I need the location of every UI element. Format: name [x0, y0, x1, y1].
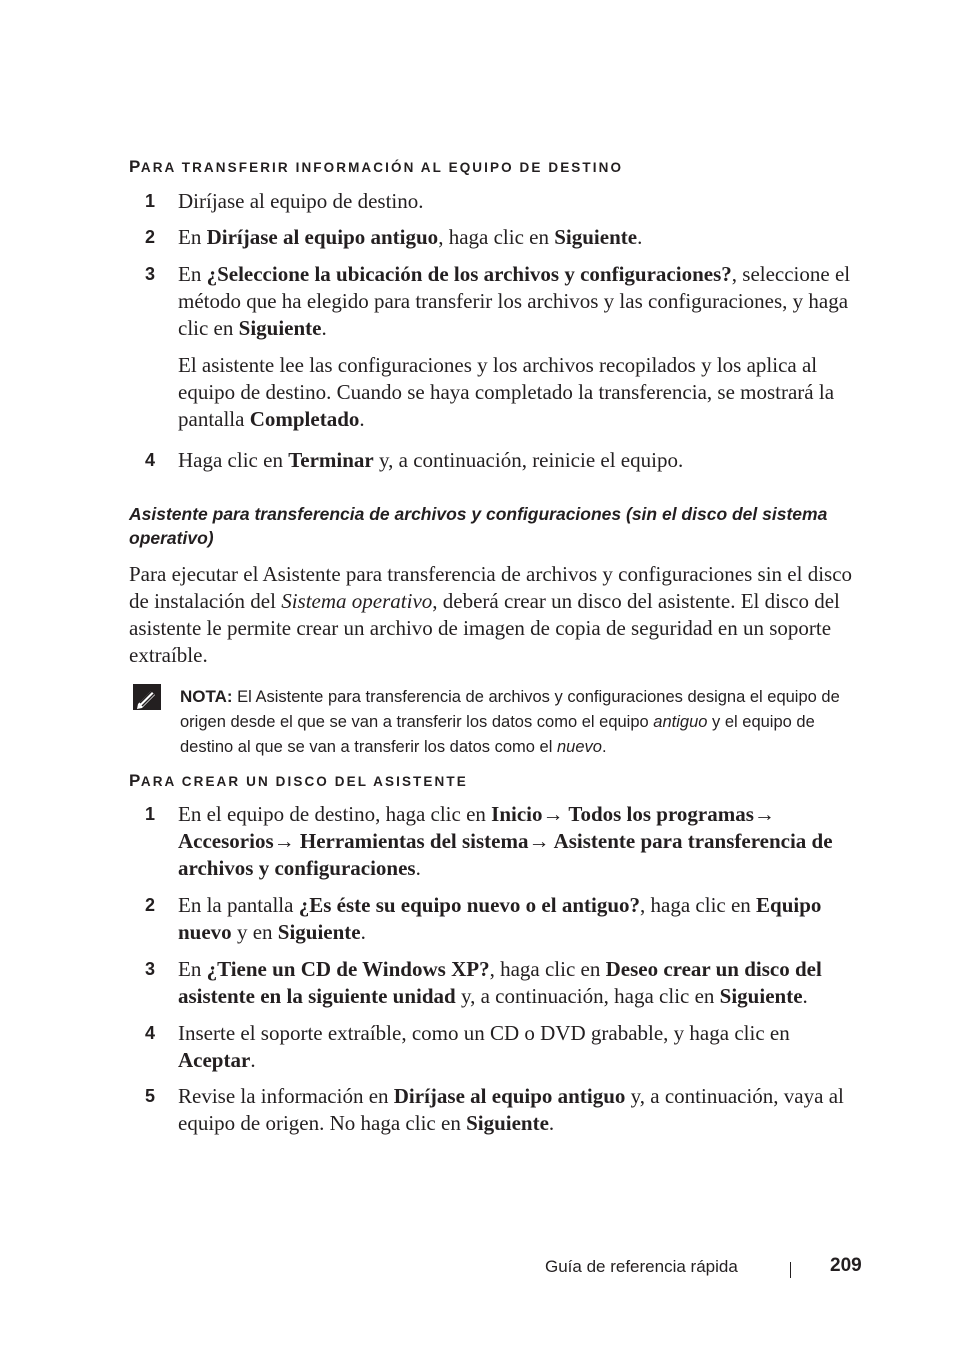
- footer-divider: [790, 1262, 791, 1278]
- list-item: [129, 801, 854, 882]
- section-heading-transferir: PARA TRANSFERIR INFORMACIÓN AL EQUIPO DE DESTINO: [129, 157, 624, 176]
- step-number: 2: [145, 227, 156, 247]
- step-text: En ¿Tiene un CD de Windows XP?, haga clic en Deseo crear un disco del asistente en la siguiente unidad y, a continuación, haga clic en Siguiente.: [178, 957, 822, 1008]
- list-item: [129, 188, 854, 215]
- list-item: [129, 447, 854, 474]
- step-text: Revise la información en Diríjase al equipo antiguo y, a continuación, vaya al equipo de origen. No haga clic en Siguiente.: [178, 1084, 844, 1135]
- note-box: NOTA: El Asistente para transferencia de archivos y configuraciones designa el equipo de origen desde el que se van a transferir los datos como el equipo antiguo y el equipo de destino al que se van a transferir los datos como el nuevo.: [180, 687, 840, 756]
- step-text: En Diríjase al equipo antiguo, haga clic en Siguiente.: [178, 225, 643, 249]
- body-paragraph: Para ejecutar el Asistente para transferencia de archivos y configuraciones sin el disco de instalación del Sistema operativo, deberá crear un disco del asistente. El disco del asistente le permite crear un archivo de imagen de copia de seguridad en un soporte extraíble.: [129, 562, 853, 667]
- step-number: 3: [145, 264, 156, 284]
- list-item: [129, 224, 854, 251]
- list-item: [129, 1083, 854, 1137]
- section-subheading: Asistente para transferencia de archivos y configuraciones (sin el disco del sistema operativo): [129, 504, 828, 548]
- list-item: [129, 892, 854, 946]
- step-number: 1: [145, 804, 156, 824]
- step-paragraph: El asistente lee las configuraciones y los archivos recopilados y los aplica al equipo de destino. Cuando se haya completado la transferencia, se mostrará la pantalla Completado.: [178, 353, 835, 431]
- step-text: Inserte el soporte extraíble, como un CD o DVD grabable, y haga clic en Aceptar.: [178, 1021, 790, 1072]
- step-text: En ¿Seleccione la ubicación de los archivos y configuraciones?, seleccione el método que ha elegido para transferir los archivos y las configuraciones, y haga clic en Siguiente.: [178, 262, 851, 340]
- list-item: [129, 261, 854, 342]
- section-heading-crear: PARA CREAR UN DISCO DEL ASISTENTE: [129, 771, 468, 790]
- step-text: En el equipo de destino, haga clic en Inicio→ Todos los programas→ Accesorios→ Herramientas del sistema→ Asistente para transferencia de archivos y configuraciones.: [178, 802, 833, 880]
- step-text: Diríjase al equipo de destino.: [178, 189, 424, 213]
- list-item: [129, 1020, 854, 1074]
- step-number: 5: [145, 1086, 156, 1106]
- step-number: 2: [145, 895, 156, 915]
- step-text: Haga clic en Terminar y, a continuación, reinicie el equipo.: [178, 448, 684, 472]
- footer-guide-title: Guía de referencia rápida: [545, 1257, 738, 1276]
- list-item: [129, 956, 854, 1010]
- step-number: 4: [145, 450, 156, 470]
- step-text: En la pantalla ¿Es éste su equipo nuevo o el antiguo?, haga clic en Equipo nuevo y en Siguiente.: [178, 893, 822, 944]
- step-number: 3: [145, 959, 156, 979]
- step-number: 4: [145, 1023, 156, 1043]
- note-pencil-icon: [132, 683, 162, 711]
- page-number: 209: [830, 1255, 862, 1276]
- step-number: 1: [145, 191, 156, 211]
